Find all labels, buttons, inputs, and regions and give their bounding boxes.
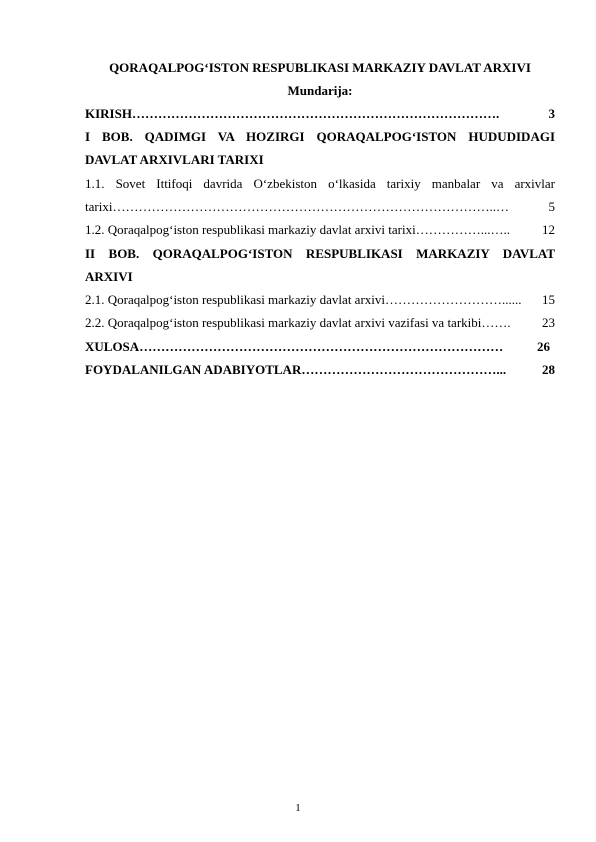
toc-entry-title: 1.2. Qoraqalpog‘iston respublikasi markaziy davlat arxivi tarixi [85,222,416,237]
toc-leader: ………………………………………... [301,362,507,377]
toc-entry-1-2 [85,222,555,238]
toc-chapter1-line1: I BOB. QADIMGI VA HOZIRGI QORAQALPOG‘ISTON HUDUDIDAGI [85,129,555,144]
toc-page-number: 12 [542,222,555,237]
toc-entry-conclusion [85,339,550,355]
toc-entry-title: tarixi [85,199,113,214]
toc-page-number: 28 [542,362,555,377]
toc-chapter1-line2: DAVLAT ARXIVLARI TARIXI [85,152,264,167]
toc-page-number: 23 [542,315,555,330]
toc-entry-title: XULOSA [85,339,140,354]
toc-page-number: 3 [548,106,555,121]
toc-entry-title: KIRISH [85,106,132,121]
toc-entry-1-1-line2 [85,199,555,215]
toc-entry-2-1 [85,292,555,308]
organization-title: QORAQALPOG‘ISTON RESPUBLIKASI MARKAZIY DAVLAT ARXIVI [109,60,531,75]
toc-chapter2-line1: II BOB. QORAQALPOG‘ISTON RESPUBLIKASI MARKAZIY DAVLAT [85,246,555,261]
toc-leader: ……. [481,315,511,330]
toc-leader: …………………………………………………………………………. [131,106,500,121]
toc-entry-title: 2.1. Qoraqalpog‘iston respublikasi markaziy davlat arxivi [85,292,386,307]
page-number: 1 [295,802,301,814]
toc-entry-2-2 [85,315,555,331]
toc-leader: ………………………...... [385,292,522,307]
toc-entry-title: 2.2. Qoraqalpog‘iston respublikasi markaziy davlat arxivi vazifasi va tarkibi [85,315,482,330]
toc-entry-references [85,362,555,378]
toc-page-number: 26 [537,339,550,354]
toc-leader: ………………………………………………………………………… [139,339,504,354]
toc-entry-1-1-line1: 1.1. Sovet Ittifoqi davrida O‘zbekiston o‘lkasida tarixiy manbalar va arxivlar [85,176,555,191]
toc-page-number: 5 [548,199,555,214]
toc-chapter2-line2: ARXIVI [85,269,133,284]
toc-page-number: 15 [542,292,555,307]
toc-heading: Mundarija: [287,83,353,98]
toc-entry-title: FOYDALANILGAN ADABIYOTLAR [85,362,302,377]
toc-leader: ……………………………………………………………………………..… [112,199,509,214]
toc-leader: ……………...….. [415,222,510,237]
toc-entry-intro [85,106,555,122]
